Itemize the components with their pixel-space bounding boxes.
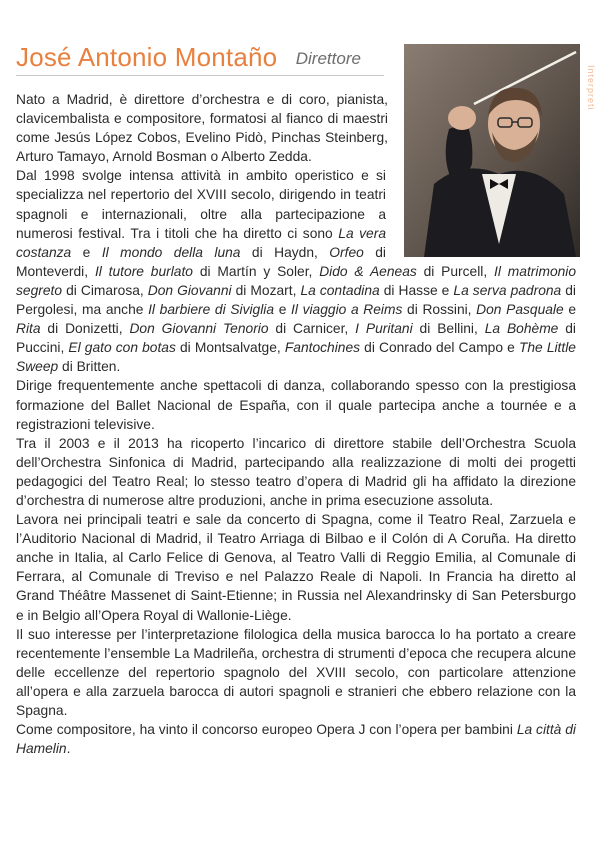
work-title: Il mondo della luna [101, 244, 241, 260]
work-title: I Puritani [355, 321, 413, 337]
section-side-label [583, 60, 597, 180]
work-title: La vera costanza [16, 225, 386, 260]
work-title: Dido & Aeneas [319, 263, 417, 279]
text-run: di Britten. [58, 359, 121, 375]
performer-name: José Antonio Montaño [16, 42, 278, 72]
text-run: di Monteverdi, [16, 244, 387, 279]
bio-paragraph-4: Tra il 2003 e il 2013 ha ricoperto l’incarico di direttore stabile dell’Orchestra Scuola dell’Orchestra Sinfonica di Madrid, partecipando alla realizzazione di molti dei progetti pedagogici del Teatro Real; lo stesso teatro d’opera di Madrid gli ha affidato la direzione d’orchestra di numerose altre produzioni, anche in prima esecuzione assoluta. [16, 435, 576, 508]
text-run: di Donizetti, [40, 321, 130, 337]
work-title: La Bohème [484, 321, 559, 337]
text-run: di Puccini, [16, 321, 576, 356]
text-run: di Purcell, [416, 263, 495, 279]
work-title: Il tutore burlato [94, 263, 193, 279]
work-title: Don Giovanni [147, 282, 232, 298]
bio-paragraph-2 [16, 166, 576, 376]
work-title: Fantochines [284, 340, 361, 356]
work-title: Il viaggio a Reims [291, 302, 403, 318]
bio-paragraph-3: Dirige frequentemente anche spettacoli di danza, collaborando spesso con la prestigiosa formazione del Ballet Nacional de España, con il quale partecipa anche a tournée e a registrazioni televisive. [16, 378, 576, 432]
performer-role: Direttore [295, 49, 361, 68]
text-run: di Hasse e [379, 282, 454, 298]
text-run: di Mozart, [231, 282, 301, 298]
bio-paragraph-1: Nato a Madrid, è direttore d’orchestra e di coro, pianista, clavicembalista e compositore, formatosi al fianco di maestri come Jesús López Cobos, Evelino Pidò, Pinchas Steinberg, Arturo Tamayo, Arnold Bosman o Alberto Zedda. [16, 92, 388, 165]
text-run: di Cimarosa, [62, 282, 148, 298]
text-run: Dal 1998 svolge intensa attività in ambito operistico e si specializza nel repertorio del XVIII secolo, dirigendo in teatri spagnoli e internazionali, oltre alla partecipazione a numerosi festival. Tra i titoli che ha diretto ci sono [16, 168, 386, 241]
text-run: di Haydn, [240, 244, 330, 260]
work-title: Don Giovanni Tenorio [129, 321, 269, 337]
bio-paragraph-6: Il suo interesse per l’interpretazione filologica della musica barocca lo ha portato a creare recentemente l’ensemble La Madrileña, orchestra di strumenti d’epoca che recupera alcune delle eccellenze del repertorio spagnolo del XVIII secolo, con particolare attenzione all’opera e alla zarzuela barocca di autori spagnoli e stranieri che ebbero relazione con la Spagna. [16, 626, 576, 718]
work-title: La città di Hamelin [16, 722, 576, 757]
header-divider [16, 75, 384, 76]
text-run: di Martín y Soler, [192, 263, 320, 279]
work-title: La serva padrona [453, 282, 562, 298]
text-run: di Pergolesi, ma anche [16, 282, 577, 318]
text-run: e [563, 302, 577, 318]
work-title: Il barbiere di Siviglia [148, 302, 275, 318]
photo-spacer [386, 166, 576, 256]
side-label-text: Interpreti [586, 65, 596, 111]
work-title: The Little Sweep [16, 340, 576, 375]
text-run: di Bellini, [412, 321, 485, 337]
work-title: Orfeo [329, 244, 364, 260]
text-run: di Rossini, [402, 302, 477, 318]
work-title: La contadina [300, 282, 380, 298]
text-run: e [71, 244, 102, 260]
work-title: Il matrimonio segreto [16, 263, 577, 298]
work-title: El gato con botas [68, 340, 176, 356]
work-title: Don Pasquale [476, 302, 564, 318]
text-run: e [274, 302, 292, 318]
text-run: di Montsalvatge, [175, 340, 285, 356]
bio-paragraph-7 [16, 720, 576, 758]
work-title: Rita [16, 321, 41, 337]
page-header [16, 42, 388, 76]
text-run: . [66, 741, 71, 757]
text-run: di Conrado del Campo e [360, 340, 519, 356]
biography [16, 90, 576, 758]
text-run: Come compositore, ha vinto il concorso europeo Opera J con l’opera per bambini [16, 722, 517, 738]
text-run: di Carnicer, [268, 321, 356, 337]
bio-paragraph-5: Lavora nei principali teatri e sale da concerto di Spagna, come il Teatro Real, Zarzuela e l’Auditorio Nacional di Madrid, il Teatro Arriaga di Bilbao e il Colón di A Coruña. Ha diretto anche in Italia, al Carlo Felice di Genova, al Teatro Valli di Reggio Emilia, al Comunale di Ferrara, al Comunale di Treviso e nel Palazzo Reale di Napoli. In Francia ha diretto al Grand Théâtre Massenet di Saint-Etienne; in Russia nel Alexandrinsky di San Petersburgo e in Belgio all’Opera Royal di Wallonie-Liège. [16, 512, 576, 623]
